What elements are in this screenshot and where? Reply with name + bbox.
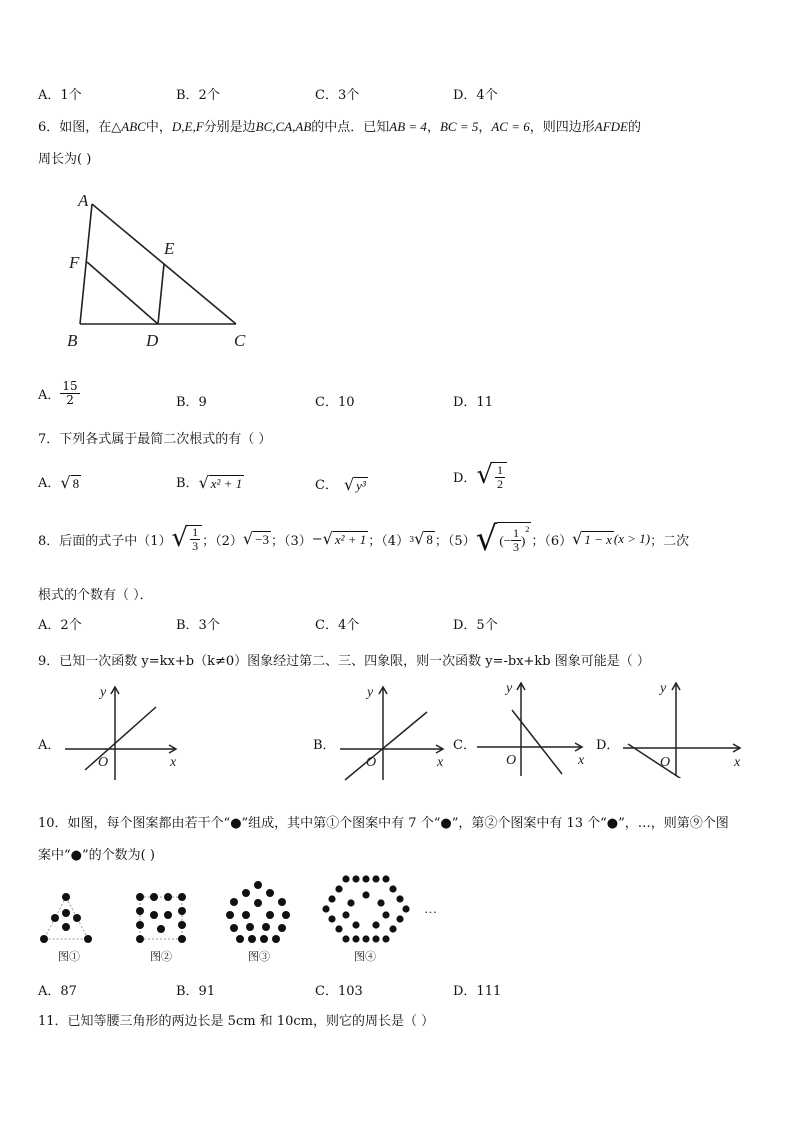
q6-option-c: C．10 bbox=[315, 395, 355, 410]
q8-text: ；（3） bbox=[270, 533, 312, 549]
q5-option-a: A．1个 bbox=[38, 88, 82, 103]
q8-item5-exp: 2 bbox=[525, 525, 530, 534]
q9-graph-a bbox=[60, 682, 185, 782]
label-b: B bbox=[67, 331, 78, 350]
q5-option-c: C．3个 bbox=[315, 88, 360, 103]
q7-option-d-num: 1 bbox=[497, 463, 504, 477]
q6-bc: BC = 5 bbox=[439, 119, 479, 134]
pattern-3 bbox=[226, 881, 290, 943]
q8-option-a: A．2个 bbox=[38, 618, 82, 633]
q10-stem-line1: 10．如图，每个图案都由若干个“●”组成，其中第①个图案中有 7 个“●”，第②个图案中有 13 个“●”，…，则第⑨个图 bbox=[38, 816, 729, 831]
q9-d-x-label: x bbox=[734, 755, 741, 770]
q10-stem-line2: 案中“●”的个数为( ) bbox=[38, 848, 155, 863]
q6-option-b: B．9 bbox=[176, 395, 207, 410]
q6-option-a-num: 15 bbox=[62, 379, 78, 393]
q8-text: ；二次 bbox=[650, 533, 690, 549]
q8-text: 8．后面的式子中（1） bbox=[38, 533, 172, 549]
q9-d-origin: O bbox=[660, 755, 671, 770]
q9-label-a: A． bbox=[38, 738, 61, 753]
q6-text: ，则四边形 bbox=[529, 120, 595, 135]
q6-text: 分别是边 bbox=[203, 120, 256, 135]
q9-c-origin: O bbox=[506, 753, 517, 768]
q7-stem: 7．下列各式属于最简二次根式的有（ ） bbox=[38, 432, 272, 447]
q10-caption-3: 图③ bbox=[248, 950, 270, 963]
q6-ac: AC = 6 bbox=[491, 119, 530, 134]
q6-quad: AFDE bbox=[594, 119, 628, 134]
q8-stem-line2: 根式的个数有（ ）． bbox=[38, 588, 153, 603]
q7-option-c: C． √ y³ bbox=[315, 475, 366, 494]
q8-item4-index: 3 bbox=[409, 534, 415, 544]
q9-graph-c bbox=[472, 678, 592, 778]
q8-item2: −3 bbox=[255, 531, 269, 547]
q10-dot-patterns bbox=[36, 875, 446, 950]
q8-item3-sign: − bbox=[311, 531, 323, 547]
q8-option-b: B．3个 bbox=[176, 618, 220, 633]
q9-label-b: B． bbox=[313, 738, 336, 753]
q6-text: 6．如图，在 bbox=[38, 120, 112, 135]
label-e: E bbox=[164, 239, 175, 258]
q10-caption-2: 图② bbox=[150, 950, 172, 963]
q7-option-a-radicand: 8 bbox=[72, 476, 80, 491]
q10-option-d: D．111 bbox=[453, 984, 502, 999]
q7-option-a: A． √ 8 bbox=[38, 473, 80, 492]
q7-option-b: B． √ x² + 1 bbox=[176, 473, 243, 492]
q9-label-d: D． bbox=[596, 738, 620, 753]
q8-item1-den: 3 bbox=[192, 539, 199, 553]
q7-prefix: B． bbox=[176, 476, 199, 491]
q10-ellipsis: … bbox=[424, 901, 437, 916]
q8-item5-sign: − bbox=[503, 532, 512, 548]
q8-text: ；（2） bbox=[202, 533, 243, 549]
q11-stem: 11．已知等腰三角形的两边长是 5cm 和 10cm，则它的周长是（ ） bbox=[38, 1014, 435, 1029]
pattern-1 bbox=[40, 893, 92, 943]
q8-item3: x² + 1 bbox=[334, 531, 367, 547]
q9-c-y-label: y bbox=[506, 681, 513, 696]
label-a: A bbox=[78, 191, 89, 210]
label-f: F bbox=[69, 253, 80, 272]
q6-triangle-figure bbox=[60, 188, 260, 353]
q8-item5-den: 3 bbox=[513, 540, 520, 554]
q9-b-x-label: x bbox=[437, 755, 444, 770]
q8-item6: 1 − x bbox=[584, 531, 612, 547]
q8-option-d: D．5个 bbox=[453, 618, 498, 633]
q10-option-c: C．103 bbox=[315, 984, 363, 999]
q6-option-a-prefix: A． bbox=[38, 388, 61, 403]
q5-option-d: D．4个 bbox=[453, 88, 498, 103]
q6-points: D,E,F bbox=[171, 119, 204, 134]
q8-item1-num: 1 bbox=[192, 525, 199, 539]
q6-sides: BC,CA,AB bbox=[255, 119, 312, 134]
q6-text: 的中点．已知 bbox=[311, 120, 390, 135]
q8-stem-line1: 8．后面的式子中（1） √ $\frac{1}{3}$ ；（2） √ −3 ；（3） − √ x² + 1 ；（4） 3 √ 8 ；（5） √ ( − $\frac{1}{3}$ ) $^2$ ；（6） √ 1 − x (x > 1) ；二次 bbox=[38, 519, 690, 559]
q9-label-c: C． bbox=[453, 738, 476, 753]
q9-b-y-label: y bbox=[367, 685, 374, 700]
q9-graph-b bbox=[335, 682, 455, 782]
q8-text: ；（5） bbox=[434, 533, 476, 549]
q6-option-a-den: 2 bbox=[66, 393, 74, 407]
q6-triangle: △ABC bbox=[111, 119, 146, 134]
q7-prefix: D． bbox=[453, 471, 477, 486]
q7-prefix: A． bbox=[38, 476, 61, 491]
q7-prefix: C． bbox=[315, 478, 338, 493]
q5-option-b: B．2个 bbox=[176, 88, 220, 103]
label-d: D bbox=[146, 331, 159, 350]
q7-option-d-den: 2 bbox=[497, 477, 504, 491]
q6-stem-line2: 周长为( ) bbox=[38, 152, 92, 167]
q7-option-b-radicand: x² + 1 bbox=[210, 476, 243, 491]
q9-b-origin: O bbox=[366, 755, 377, 770]
pattern-2 bbox=[136, 893, 186, 943]
q10-option-b: B．91 bbox=[176, 984, 216, 999]
q9-d-y-label: y bbox=[660, 681, 667, 696]
q10-caption-1: 图① bbox=[58, 950, 80, 963]
q9-a-x-label: x bbox=[170, 755, 177, 770]
q6-option-d: D．11 bbox=[453, 395, 493, 410]
q8-option-c: C．4个 bbox=[315, 618, 360, 633]
q10-caption-4: 图④ bbox=[354, 950, 376, 963]
q9-a-origin: O bbox=[98, 755, 109, 770]
q6-stem-line1: 6．如图，在△ABC中，D,E,F分别是边BC,CA,AB的中点．已知AB = 4，BC = 5，AC = 6，则四边形AFDE的 bbox=[38, 119, 641, 135]
q6-option-a bbox=[38, 380, 80, 407]
q8-item5-num: 1 bbox=[513, 526, 520, 540]
q10-option-a: A．87 bbox=[38, 984, 77, 999]
q9-stem: 9．已知一次函数 y=kx+b（k≠0）图象经过第二、三、四象限，则一次函数 y=-bx+kb 图象可能是（ ） bbox=[38, 654, 650, 669]
q7-option-d: D． √ $\frac{1}{2}$ bbox=[453, 462, 507, 491]
q7-option-c-radicand: y³ bbox=[356, 478, 366, 493]
q8-item6-condition: (x > 1) bbox=[613, 531, 651, 546]
q6-text: 的 bbox=[627, 120, 641, 135]
q9-a-y-label: y bbox=[100, 685, 107, 700]
q6-text: 中， bbox=[145, 120, 172, 135]
pattern-4 bbox=[322, 875, 409, 942]
q9-c-x-label: x bbox=[578, 753, 585, 768]
q8-text: ；（6） bbox=[531, 533, 573, 549]
q8-item4: 8 bbox=[426, 531, 433, 547]
label-c: C bbox=[234, 331, 246, 350]
q8-text: ；（4） bbox=[368, 533, 410, 549]
q9-graph-d bbox=[618, 678, 748, 778]
q6-ab: AB = 4 bbox=[389, 119, 427, 134]
